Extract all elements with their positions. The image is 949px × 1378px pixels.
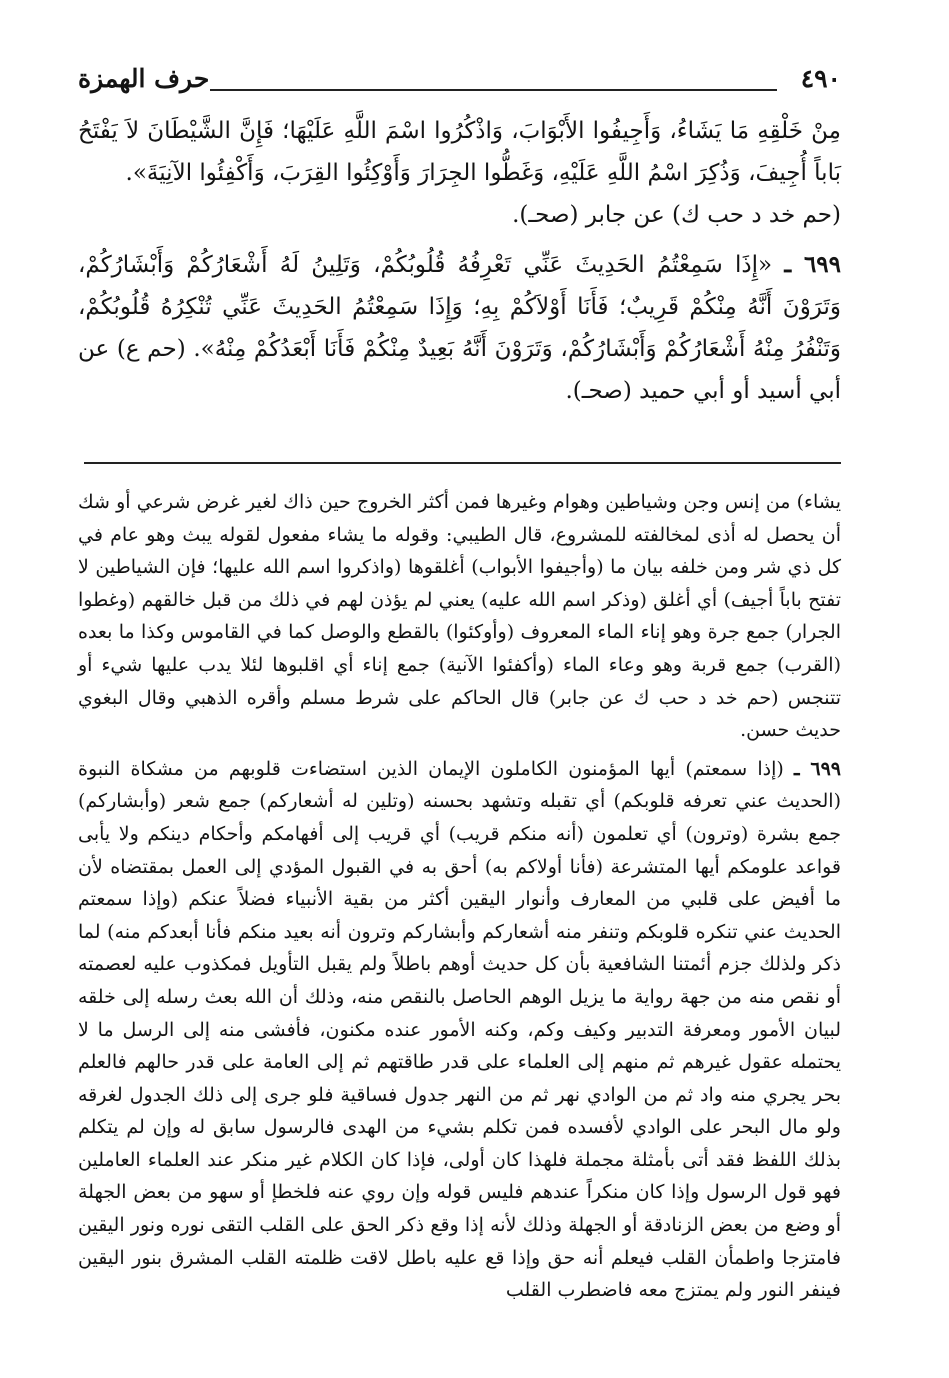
entry-number: ٦٩٩ ـ bbox=[784, 251, 842, 278]
continuation-text: مِنْ خَلْقِهِ مَا يَشَاءُ، وَأَجِيفُوا الأَبْوَابَ، وَاذْكُرُوا اسْمَ اللَّهِ عَلَيْهَا؛ فَإِنَّ الشَّيْطَانَ لاَ يَفْتَحُ بَاباً أُجِيفَ، وَذُكِرَ اسْمُ اللَّهِ عَلَيْهِ، وَغَطُّوا الجِرَارَ وَأَوْكِئُوا القِرَبَ، وَأَكْفِئُوا الآنِيَةَ». bbox=[78, 118, 841, 186]
commentary bbox=[78, 486, 841, 1307]
entry-text: «إِذَا سَمِعْتُمُ الحَدِيثَ عَنِّي تَعْرِفُهُ قُلُوبُكُمْ، وَتَلِينُ لَهُ أَشْعَارُكُمْ وَأَبْشَارُكُمْ، وَتَرَوْنَ أَنَّهُ مِنْكُمْ قَرِيبٌ؛ فَأَنَا أَوْلاَكُمْ بِهِ؛ وَإِذَا سَمِعْتُمُ الحَدِيثَ عَنِّي تُنْكِرُهُ قُلُوبُكُمْ، وَتَنْفُرُ مِنْهُ أَشْعَارُكُمْ وَأَبْشَارُكُمْ، وَتَرَوْنَ أَنَّهُ بَعِيدٌ مِنْكُمْ فَأَنَا أَبْعَدُكُمْ مِنْهُ». bbox=[78, 252, 841, 362]
hadith-continuation bbox=[78, 110, 841, 194]
commentary-text-1: يشاء) من إنس وجن وشياطين وهوام وغيرها فمن أكثر الخروج حين ذاك لغير غرض شرعي أو شك أن يحصل له أذى لمخالفته للمشروع، قال الطيبي: وقوله ما يشاء مفعول لقوله يبث وهو عام في كل ذي شر ومن خلفه بيان ما (وأجيفوا الأبواب) أغلقوها (واذكروا اسم الله عليها؛ فإن الشياطين لا تفتح باباً أجيف) أي أغلق (وذكر اسم الله عليه) يعني لم يؤذن لهم في ذلك من قبل خالقهم (وغطوا الجرار) جمع جرة وهو إناء الماء المعروف (وأوكئوا) بالقطع والوصل كما في القاموس وكذا ما بعده (القرب) جمع قربة وهو وعاء الماء (وأكفئوا الآنية) جمع إناء أي اقلبوها لئلا يدب عليها شيء أو تتنجس (حم خد د حب ك عن جابر) قال الحاكم على شرط مسلم وأقره الذهبي وقال البغوي حديث حسن. bbox=[78, 491, 841, 742]
header-rule bbox=[210, 89, 777, 91]
hadith-text bbox=[78, 110, 841, 412]
continuation-source bbox=[78, 194, 841, 236]
entry-source: (حم ع) عن أبي أسيد أو أبي حميد (صحـ). bbox=[78, 336, 841, 404]
hadith-entry-699 bbox=[78, 244, 841, 412]
commentary-paragraph-1 bbox=[78, 486, 841, 747]
page-header bbox=[78, 62, 841, 102]
continuation-source-text: (حم خد د حب ك) عن جابر (صحـ). bbox=[512, 202, 841, 228]
commentary-paragraph-2 bbox=[78, 753, 841, 1307]
commentary-text-2: (إذا سمعتم) أيها المؤمنون الكاملون الإيمان الذين استضاءت قلوبهم من مشكاة النبوة (الحديث عني تعرفه قلوبكم) أي تقبله وتشهد بحسنه (وتلين له أشعاركم) جمع شعر (وأبشاركم) جمع بشرة (وترون) أي تعلمون (أنه منكم قريب) أي قريب إلى أفهامكم وأحكام دينكم ولا يأبى قواعد علومكم أيها المتشرعة (فأنا أولاكم به) أحق به في القبول المؤدي إلى العمل بمقتضاه لأن ما أفيض على قلبي من المعارف وأنوار اليقين أكثر من بقية الأنبياء فضلاً عنكم (وإذا سمعتم الحديث عني تنكره قلوبكم وتنفر منه أشعاركم وأبشاركم وترون أنه بعيد منكم فأنا أبعدكم منه) لما ذكر ولذلك جزم أئمتنا الشافعية بأن كل حديث أوهم باطلاً ولم يقبل التأويل فمكذوب عليه لعصمته أو نقص منه من جهة رواية ما يزيل الوهم الحاصل بالنقص منه، وذلك أن الله بعث رسله إلى خلقه لبيان الأمور ومعرفة التدبير وكيف وكم، وكنه الأمور عنده مكنون، فأفشى منه إلى الرسل ما لا يحتمله عقول غيرهم ثم منهم إلى العلماء على قدر طاقتهم ثم إلى العامة على قدر حالهم فالعلم بحر يجري منه واد ثم من الوادي نهر ثم من النهر جدول فساقية فلو جرى إلى ذلك الجدول لغرقه ولو مال البحر على الوادي لأفسده فمن تكلم بشيء من الهدى فالرسول سابق له وإن لم يتكلم بذلك اللفظ فقد أتى بأمثلة مجملة فلهذا كان أولى، فإذا كان الكلام غير منكر عند العلماء العاملين فهو قول الرسول وإذا كان منكراً عندهم فليس قوله وإن روي عنه فلخطإ أو سهو من بعض الجهلة أو وضع من بعض الزنادقة أو الجهلة وذلك لأنه إذا وقع ذكر الحق على القلب التقى نوره ونور اليقين فامتزجا واطمأن القلب فيعلم أنه حق وإذا قع عليه باطل لاقت ظلمته القلب المشرق بنور اليقين فينفر النور ولم يمتزج معه فاضطرب القلب bbox=[78, 757, 841, 1302]
running-title: حرف الهمزة bbox=[78, 64, 210, 93]
section-divider bbox=[84, 462, 841, 464]
commentary-entry-number: ٦٩٩ ـ bbox=[794, 757, 841, 780]
page-number: ٤٩٠ bbox=[800, 64, 841, 93]
